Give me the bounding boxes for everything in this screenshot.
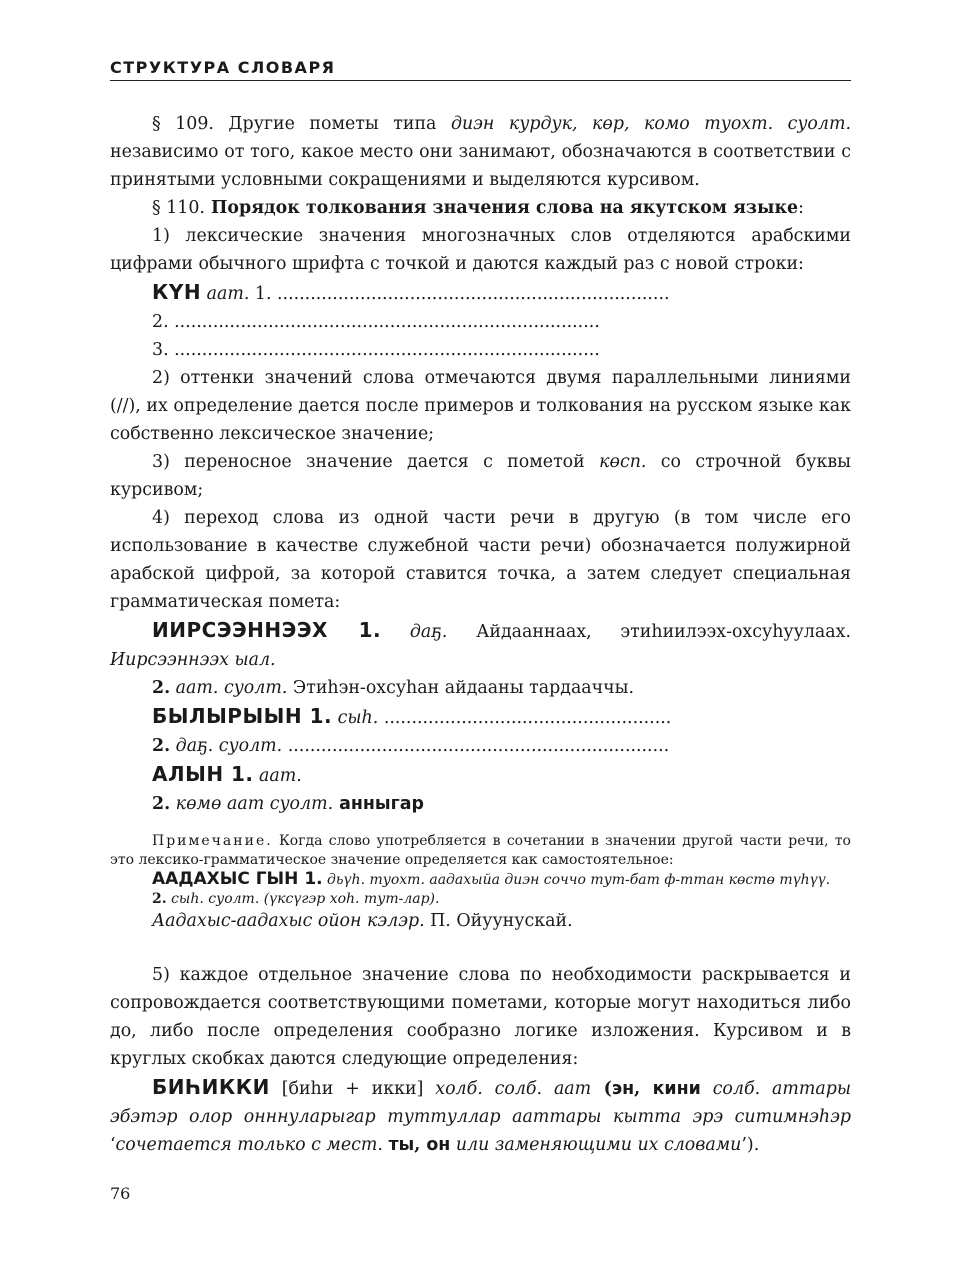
definition: сочетается только с мест. xyxy=(115,1135,389,1155)
sense-number: 2. xyxy=(152,736,171,756)
text: ‘ xyxy=(110,1135,116,1155)
paragraph-109 xyxy=(110,110,851,194)
text: Когда слово употребляется в сочетании в значении другой части речи, то это лексико-грамматическое значение определяется как самостоятельное: xyxy=(110,833,851,868)
item-1: 1) лексические значения многозначных слов отделяются арабскими цифрами обычного шрифта с точкой и даются каждый раз с новой строки: xyxy=(110,226,851,274)
section-heading: Порядок толкования значения слова на якутском языке xyxy=(204,198,799,218)
text: ( xyxy=(591,1079,612,1099)
note-example-line3 xyxy=(110,909,851,933)
example-kun xyxy=(110,278,851,364)
grammar-mark: көсп. xyxy=(599,452,647,472)
example-irsenneeh xyxy=(110,616,851,674)
headword: КҮН xyxy=(152,280,202,304)
sense-number: 2. xyxy=(152,794,171,814)
text: Другие пометы типа xyxy=(213,114,451,134)
text: независимо от того, какое место они занимают, обозначаются в соответствии с принятыми условными сокращениями и выделяются курсивом. xyxy=(110,142,851,190)
definition: дьүһ. туохт. аадахыйа диэн соччо тут-бат ф-ттан көстө түһүү. xyxy=(322,872,831,888)
bold-word: ты xyxy=(388,1135,415,1155)
bold-word: он xyxy=(426,1135,451,1155)
header-rule xyxy=(110,80,851,81)
text: , xyxy=(414,1135,427,1155)
sense-line: .................................................... xyxy=(378,708,672,728)
italic-marks: диэн курдук, көр, комо туохт. суолт. xyxy=(450,114,851,134)
definition: солб. аттары эбэтэр олор онннуларыгар туттуллар ааттары кытта эрэ ситимнэһэр xyxy=(110,1079,852,1127)
grammar-mark: аат. суолт. xyxy=(170,678,288,698)
headword: АЛЫН 1. xyxy=(152,762,254,786)
grammar-mark: аат. xyxy=(201,284,250,304)
grammar-mark: аат. xyxy=(253,766,302,786)
sense-number: 2. xyxy=(152,678,171,698)
example-alyn-sense-2 xyxy=(110,790,851,818)
etymology: [биһи + икки] xyxy=(269,1079,436,1099)
page-number: 76 xyxy=(110,1184,131,1203)
note-block xyxy=(110,832,851,933)
item-2: 2) оттенки значений слова отмечаются двумя параллельными линиями (//), их определение дается после примеров и толкования на русском языке как собственно лексическое значение; xyxy=(110,368,851,444)
grammar-mark: холб. солб. аат xyxy=(435,1079,592,1099)
example: Аадахыс-аадахыс ойон кэлэр. xyxy=(152,911,425,931)
example-irsenneeh-sense-2 xyxy=(110,674,851,702)
source: П. Ойуунускай. xyxy=(424,911,573,931)
section-number: § 110. xyxy=(152,198,205,218)
bold-word: анныгар xyxy=(333,794,424,814)
item-4: 4) переход слова из одной части речи в другую (в том числе его использование в качестве служебной части речи) обозначается полужирной арабской цифрой, за которой ставится точка, а затем следует специальная грамматическая помета: xyxy=(110,508,851,612)
note-example-line2 xyxy=(110,890,851,909)
definition: Айдааннаах, этиһиилээх-охсуһуулаах. xyxy=(447,622,851,642)
example-bihikki xyxy=(110,1073,851,1159)
text: со строчной буквы курсивом; xyxy=(110,452,851,500)
running-header: СТРУКТУРА СЛОВАРЯ xyxy=(110,58,336,77)
headword: БЫЛЫРЫЫН 1. xyxy=(152,704,333,728)
grammar-mark: сыһ. суолт. (үксүгэр хоһ. тут-лар). xyxy=(166,891,440,907)
bold-word: кини xyxy=(652,1079,701,1099)
grammar-mark: даҕ. суолт. xyxy=(170,736,283,756)
bold-word: эн xyxy=(611,1079,635,1099)
text: ’). xyxy=(741,1135,760,1155)
headword: БИҺИККИ xyxy=(152,1075,270,1099)
headword: ААДАХЫС ГЫН 1. xyxy=(152,869,323,889)
section-number: § 109. xyxy=(152,114,214,134)
example-bylyryyn xyxy=(110,702,851,732)
paragraph-110 xyxy=(110,194,851,222)
headword: ИИРСЭЭННЭЭХ 1. xyxy=(152,618,382,642)
sense-line: 1. ....................................................................... xyxy=(249,284,670,304)
note-label: Примечание. xyxy=(152,833,273,849)
definition: Этиһэн-охсуһан айдааны тардааччы. xyxy=(287,678,635,698)
note-text xyxy=(110,832,851,870)
page-body xyxy=(110,110,851,1159)
item-5: 5) каждое отдельное значение слова по необходимости раскрывается и сопровождается соответствующими пометами, которые могут находиться либо до, либо после определения сообразно логике изложения. Курсивом и в круглых скобках даются следующие определения: xyxy=(110,965,851,1069)
text: 3) переносное значение дается с пометой xyxy=(152,452,600,472)
grammar-mark: көмө аат суолт. xyxy=(170,794,334,814)
note-example-line1 xyxy=(110,870,851,890)
item-3 xyxy=(110,448,851,504)
example: Иирсээннээх ыал. xyxy=(110,650,276,670)
grammar-mark: сыһ. xyxy=(332,708,379,728)
example-bylyryyn-sense-2 xyxy=(110,732,851,760)
sense-line: 2. ............................................................................. xyxy=(152,312,600,332)
definition: или заменяющими их словами xyxy=(450,1135,742,1155)
sense-line: 3. ............................................................................. xyxy=(152,340,600,360)
grammar-mark: даҕ. xyxy=(381,622,448,642)
sense-line: ..................................................................... xyxy=(282,736,670,756)
text: : xyxy=(798,198,804,218)
sense-number: 2. xyxy=(152,891,167,907)
example-alyn xyxy=(110,760,851,790)
text: , xyxy=(634,1079,653,1099)
